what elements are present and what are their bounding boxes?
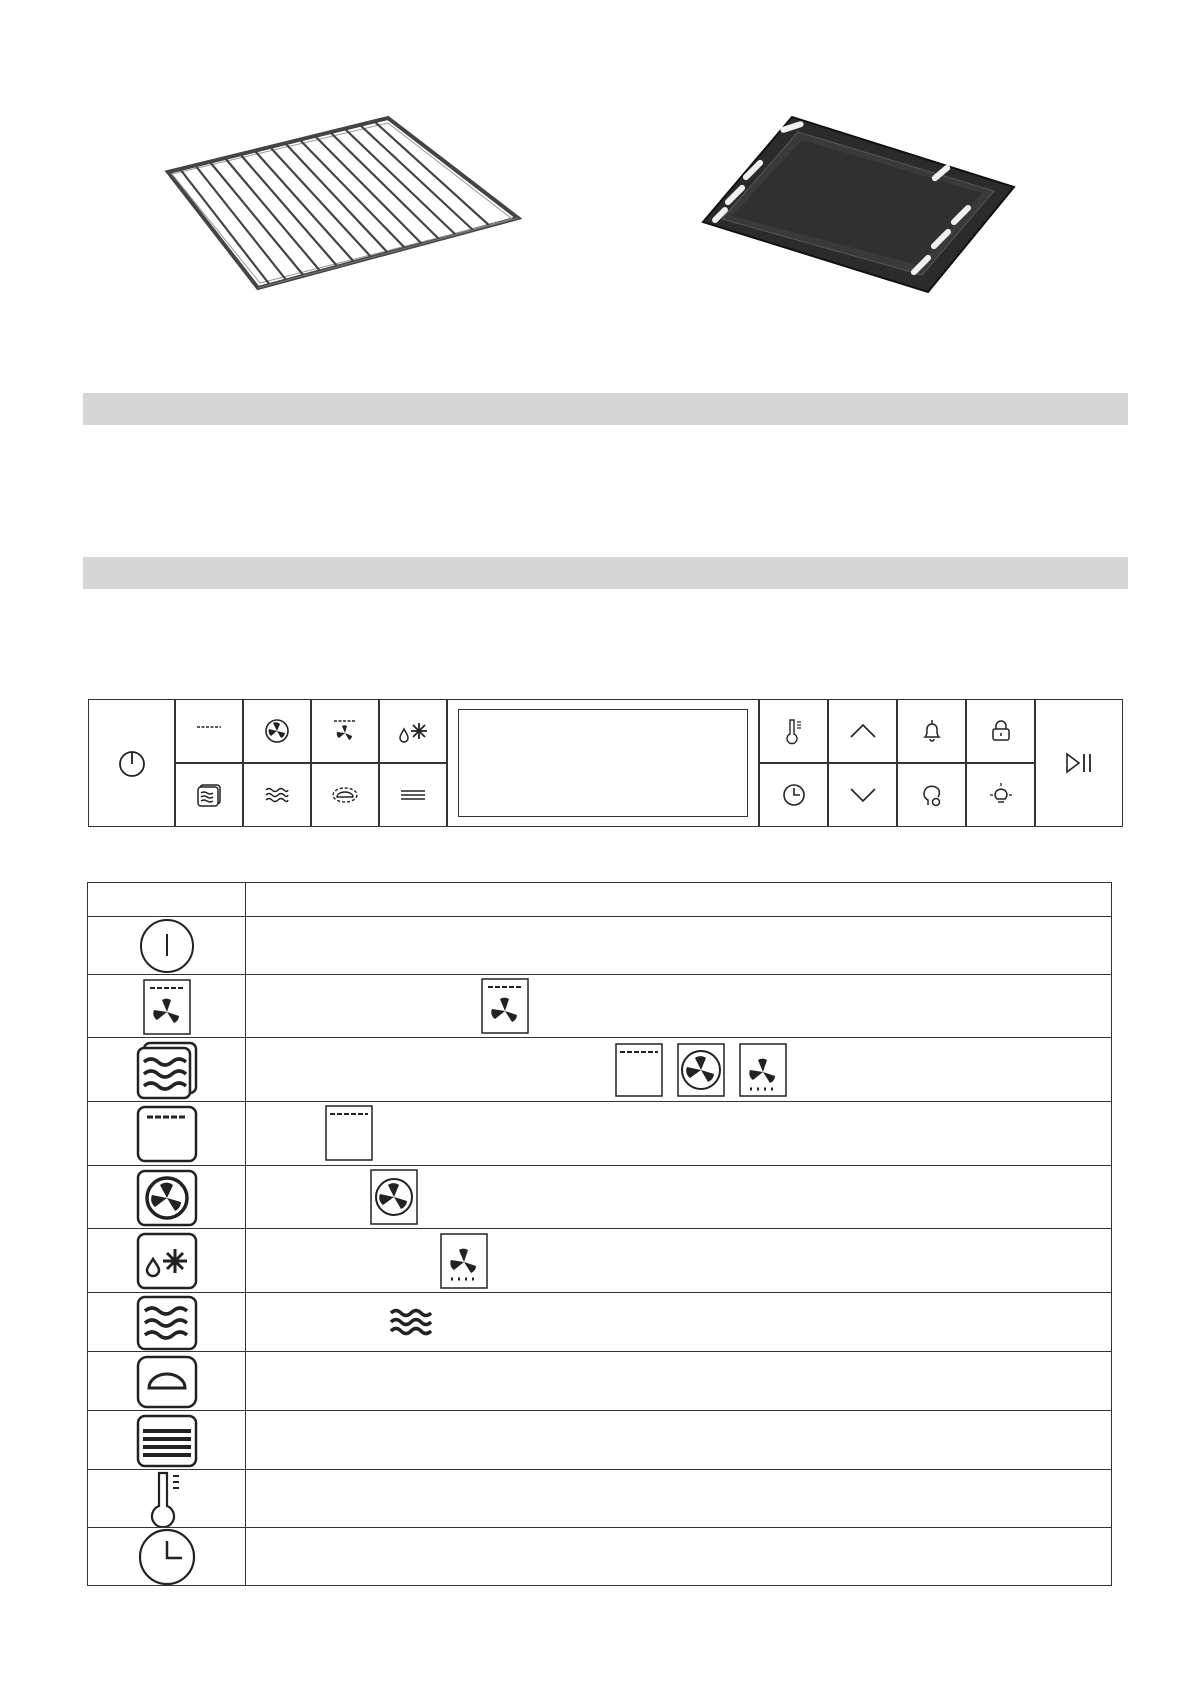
display-panel [447, 699, 759, 827]
chevron-up-icon [848, 721, 878, 741]
defrost-icon [396, 717, 430, 745]
dough-icon [329, 784, 361, 806]
fan-ring-icon [369, 1168, 419, 1226]
defrost-button[interactable] [379, 699, 447, 763]
clock-icon [137, 1528, 197, 1586]
table-row [88, 1469, 1111, 1527]
top-heater-icon [324, 1104, 374, 1162]
start-pause-button[interactable] [1035, 699, 1123, 827]
up-button[interactable] [828, 699, 897, 763]
dough-icon [135, 1354, 199, 1410]
play-pause-icon [1064, 751, 1094, 775]
multi-level-button[interactable] [175, 763, 243, 827]
fan-ring-icon [135, 1168, 199, 1228]
steam-icon [388, 1305, 436, 1337]
thermometer-icon [139, 1470, 195, 1528]
steam-icon [135, 1294, 199, 1352]
wire-shelf-image [160, 110, 530, 295]
thermometer-icon [782, 717, 806, 745]
table-row [88, 1037, 1111, 1101]
temperature-button[interactable] [759, 699, 828, 763]
table-header-row [88, 883, 1111, 916]
table-row [88, 1351, 1111, 1410]
bottom-fan-icon [439, 1232, 489, 1290]
top-heater-button[interactable] [175, 699, 243, 763]
display-screen [458, 709, 748, 817]
section-heading-bar-2 [83, 557, 1128, 589]
child-lock-button[interactable] [966, 699, 1035, 763]
bottom-heat-button[interactable] [379, 763, 447, 827]
top-fan-icon [142, 978, 192, 1036]
baking-tray-image [700, 112, 1020, 297]
fan-ring-icon [263, 717, 291, 745]
lamp-icon [987, 781, 1015, 809]
lamp-button[interactable] [966, 763, 1035, 827]
steam-button[interactable] [243, 763, 311, 827]
section-heading-bar-1 [83, 393, 1128, 425]
table-row [88, 1527, 1111, 1585]
bottom-heat-icon [135, 1413, 199, 1469]
alarm-button[interactable] [897, 699, 966, 763]
multi-level-icon [134, 1040, 200, 1100]
power-button[interactable] [88, 699, 175, 827]
table-row [88, 916, 1111, 974]
clock-button[interactable] [759, 763, 828, 827]
multi-level-icon [195, 782, 223, 808]
bell-icon [919, 717, 945, 745]
table-row [88, 1101, 1111, 1165]
bottom-heat-icon [398, 785, 428, 805]
top-heater-icon [194, 721, 224, 741]
table-row [88, 974, 1111, 1037]
fan-ring-icon [676, 1042, 726, 1098]
down-button[interactable] [828, 763, 897, 827]
control-panel [88, 699, 1123, 827]
dough-button[interactable] [311, 763, 379, 827]
top-fan-icon [480, 977, 530, 1035]
top-heater-icon [614, 1042, 664, 1098]
chevron-down-icon [848, 785, 878, 805]
fan-ring-button[interactable] [243, 699, 311, 763]
bottom-fan-icon [738, 1042, 788, 1098]
chef-head-icon [919, 781, 945, 809]
power-icon [117, 748, 147, 778]
top-fan-button[interactable] [311, 699, 379, 763]
steam-icon [263, 784, 291, 806]
table-row [88, 1410, 1111, 1469]
clock-icon [781, 782, 807, 808]
defrost-icon [135, 1231, 199, 1291]
top-fan-icon [331, 717, 359, 745]
table-row [88, 1165, 1111, 1228]
function-table [87, 882, 1112, 1586]
table-row [88, 1228, 1111, 1292]
table-row [88, 1292, 1111, 1351]
top-heater-icon [135, 1104, 199, 1164]
power-icon [137, 918, 197, 974]
lock-icon [988, 718, 1014, 744]
recipes-button[interactable] [897, 763, 966, 827]
